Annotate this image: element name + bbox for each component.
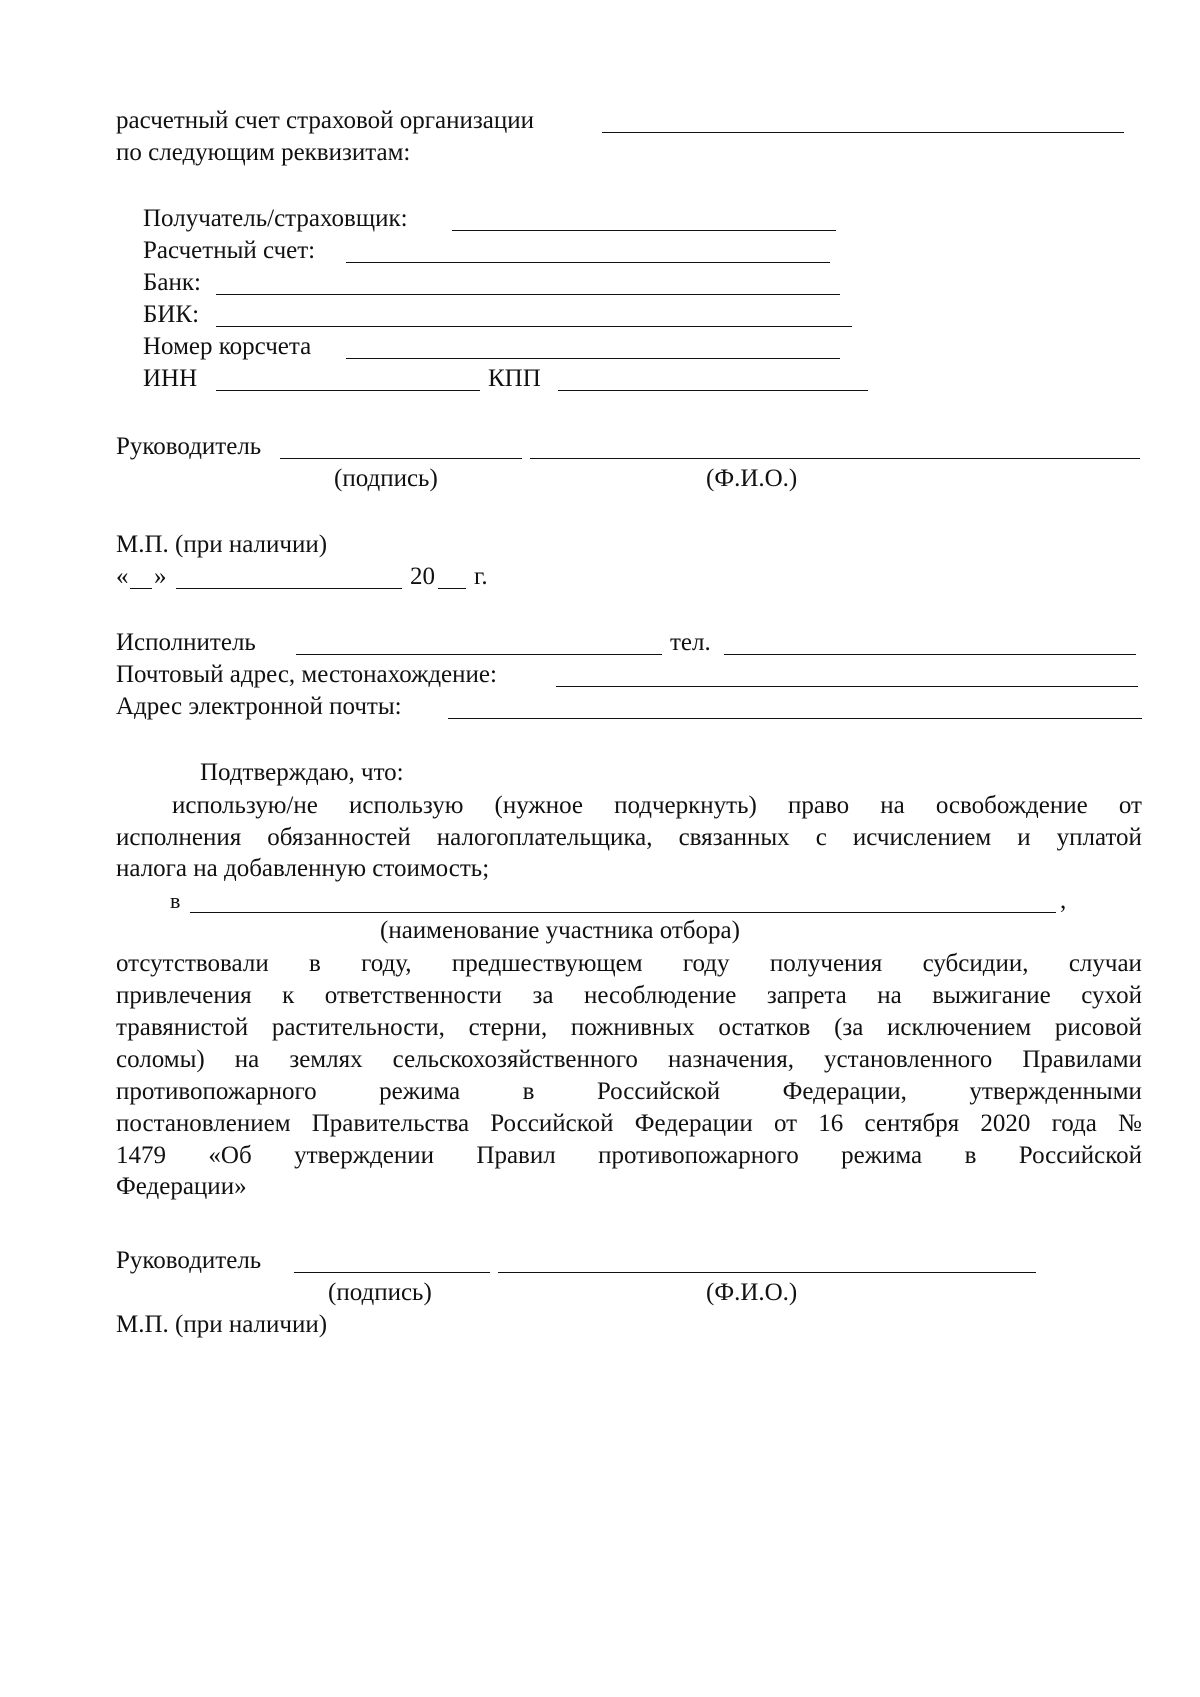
bank-field[interactable] (216, 270, 840, 295)
word: уплатой (1056, 824, 1142, 851)
stamp-label-2: М.П. (при наличии) (116, 1311, 328, 1338)
date-year-prefix: 20 (410, 563, 435, 590)
kpp-field[interactable] (558, 366, 868, 391)
word: получения (769, 950, 883, 977)
head-label-2: Руководитель (116, 1247, 262, 1274)
word: исключением (887, 1014, 1032, 1041)
word: за (532, 982, 554, 1009)
date-day-field[interactable] (130, 564, 152, 589)
word: Российской (596, 1078, 721, 1105)
signature-caption-2: (подпись) (328, 1279, 432, 1306)
account-field[interactable] (346, 238, 830, 263)
tel-field[interactable] (724, 630, 1136, 655)
recipient-label: Получатель/страховщик: (143, 205, 408, 232)
word: освобождение (935, 792, 1088, 819)
word: предшествующем (451, 950, 643, 977)
word: отсутствовали (116, 950, 269, 977)
inn-field[interactable] (216, 366, 480, 391)
word: травянистой (116, 1014, 249, 1041)
fio-caption-2: (Ф.И.О.) (706, 1279, 798, 1306)
head-signature-field-2[interactable] (294, 1248, 490, 1273)
word: от (773, 1110, 798, 1137)
insurer-account-field[interactable] (602, 108, 1124, 133)
date-open-quote: « (116, 563, 129, 590)
word: от (1118, 792, 1142, 819)
word: исполнения (116, 824, 242, 851)
body-line-1 (116, 948, 1142, 980)
word: 1479 (116, 1142, 166, 1169)
body-line-5 (116, 1076, 1142, 1108)
account-label: Расчетный счет: (143, 237, 316, 264)
word: растительности, (271, 1014, 445, 1041)
date-close-quote: » (154, 563, 167, 590)
word: «Об (208, 1142, 252, 1169)
in-prefix: в (170, 888, 181, 913)
word: на (234, 1046, 260, 1073)
word: с (815, 824, 827, 851)
word: утверждении (294, 1142, 434, 1169)
word: противопожарного (598, 1142, 799, 1169)
word: привлечения (116, 982, 252, 1009)
vat-line-2 (116, 822, 1142, 854)
word: землях (289, 1046, 363, 1073)
word: 16 (818, 1110, 844, 1137)
head-fio-field-2[interactable] (498, 1248, 1036, 1273)
word: остатков (718, 1014, 811, 1041)
word: года (1051, 1110, 1097, 1137)
executor-field[interactable] (296, 630, 662, 655)
word: постановлением (116, 1110, 291, 1137)
word: субсидии, (922, 950, 1029, 977)
word: и (1017, 824, 1031, 851)
corr-account-label: Номер корсчета (143, 333, 312, 360)
bik-field[interactable] (216, 302, 852, 327)
date-year-suffix: г. (474, 563, 488, 590)
word: Правительства (311, 1110, 470, 1137)
word: пожнивных (570, 1014, 695, 1041)
word: в (964, 1142, 977, 1169)
word: установленного (824, 1046, 993, 1073)
body-line-3 (116, 1012, 1142, 1044)
word: рисовой (1054, 1014, 1142, 1041)
tel-label: тел. (670, 629, 711, 656)
word: соломы) (116, 1046, 205, 1073)
word: Правилами (1022, 1046, 1142, 1073)
word: сельскохозяйственного (392, 1046, 638, 1073)
in-suffix: , (1060, 887, 1067, 914)
word: налогоплательщика, (436, 824, 653, 851)
body-line-4 (116, 1044, 1142, 1076)
body-line-7 (116, 1140, 1142, 1172)
inn-label: ИНН (143, 365, 198, 392)
header-line-1: расчетный счет страховой организации (116, 107, 534, 134)
postal-address-field[interactable] (556, 662, 1138, 687)
word: (за (834, 1014, 864, 1041)
participant-name-field[interactable] (190, 888, 1056, 913)
body-line-6 (116, 1108, 1142, 1140)
participant-caption: (наименование участника отбора) (380, 917, 740, 944)
word: году (682, 950, 730, 977)
head-label-1: Руководитель (116, 433, 262, 460)
word: выжигание (932, 982, 1051, 1009)
word: использую/не (172, 792, 318, 819)
word: на (877, 982, 902, 1009)
word: режима (841, 1142, 923, 1169)
word: ответственности (324, 982, 502, 1009)
word: связанных (678, 824, 790, 851)
word: назначения, (667, 1046, 794, 1073)
word: противопожарного (116, 1078, 317, 1105)
word: сухой (1081, 982, 1142, 1009)
recipient-field[interactable] (452, 206, 836, 231)
word: утвержденными (969, 1078, 1142, 1105)
date-year-field[interactable] (438, 564, 466, 589)
word: № (1118, 1110, 1142, 1137)
date-month-field[interactable] (176, 564, 402, 589)
word: обязанностей (267, 824, 411, 851)
word: стерни, (468, 1014, 548, 1041)
word: подчеркнуть) (614, 792, 757, 819)
word: 2020 (980, 1110, 1031, 1137)
executor-label: Исполнитель (116, 629, 256, 656)
word: Федерации (634, 1110, 753, 1137)
email-label: Адрес электронной почты: (116, 693, 402, 720)
word: на (880, 792, 905, 819)
word: использую (348, 792, 464, 819)
word: (нужное (494, 792, 583, 819)
head-fio-field-1[interactable] (530, 434, 1140, 459)
postal-address-label: Почтовый адрес, местонахождение: (116, 661, 497, 688)
header-line-2: по следующим реквизитам: (116, 139, 411, 166)
vat-line-1 (172, 790, 1142, 822)
word: исчислением (852, 824, 992, 851)
word: право (787, 792, 850, 819)
word: году, (361, 950, 412, 977)
vat-line-3: налога на добавленную стоимость; (116, 855, 490, 882)
word: несоблюдение (583, 982, 737, 1009)
head-signature-field-1[interactable] (280, 434, 522, 459)
word: случаи (1068, 950, 1142, 977)
bank-label: Банк: (143, 269, 201, 296)
word: в (309, 950, 321, 977)
word: запрета (766, 982, 847, 1009)
kpp-label: КПП (488, 365, 541, 392)
stamp-label-1: М.П. (при наличии) (116, 531, 328, 558)
word: Правил (476, 1142, 556, 1169)
word: Российской (490, 1110, 614, 1137)
word: режима (379, 1078, 461, 1105)
word: Федерации, (782, 1078, 907, 1105)
word: сентября (864, 1110, 960, 1137)
word: к (282, 982, 295, 1009)
email-field[interactable] (448, 694, 1142, 719)
signature-caption-1: (подпись) (334, 465, 438, 492)
fio-caption-1: (Ф.И.О.) (706, 465, 798, 492)
word: Российской (1018, 1142, 1142, 1169)
corr-account-field[interactable] (346, 334, 840, 359)
bik-label: БИК: (143, 301, 200, 328)
confirm-intro: Подтверждаю, что: (200, 759, 404, 786)
body-line-8: Федерации» (116, 1173, 247, 1200)
body-line-2 (116, 980, 1142, 1012)
word: в (522, 1078, 535, 1105)
